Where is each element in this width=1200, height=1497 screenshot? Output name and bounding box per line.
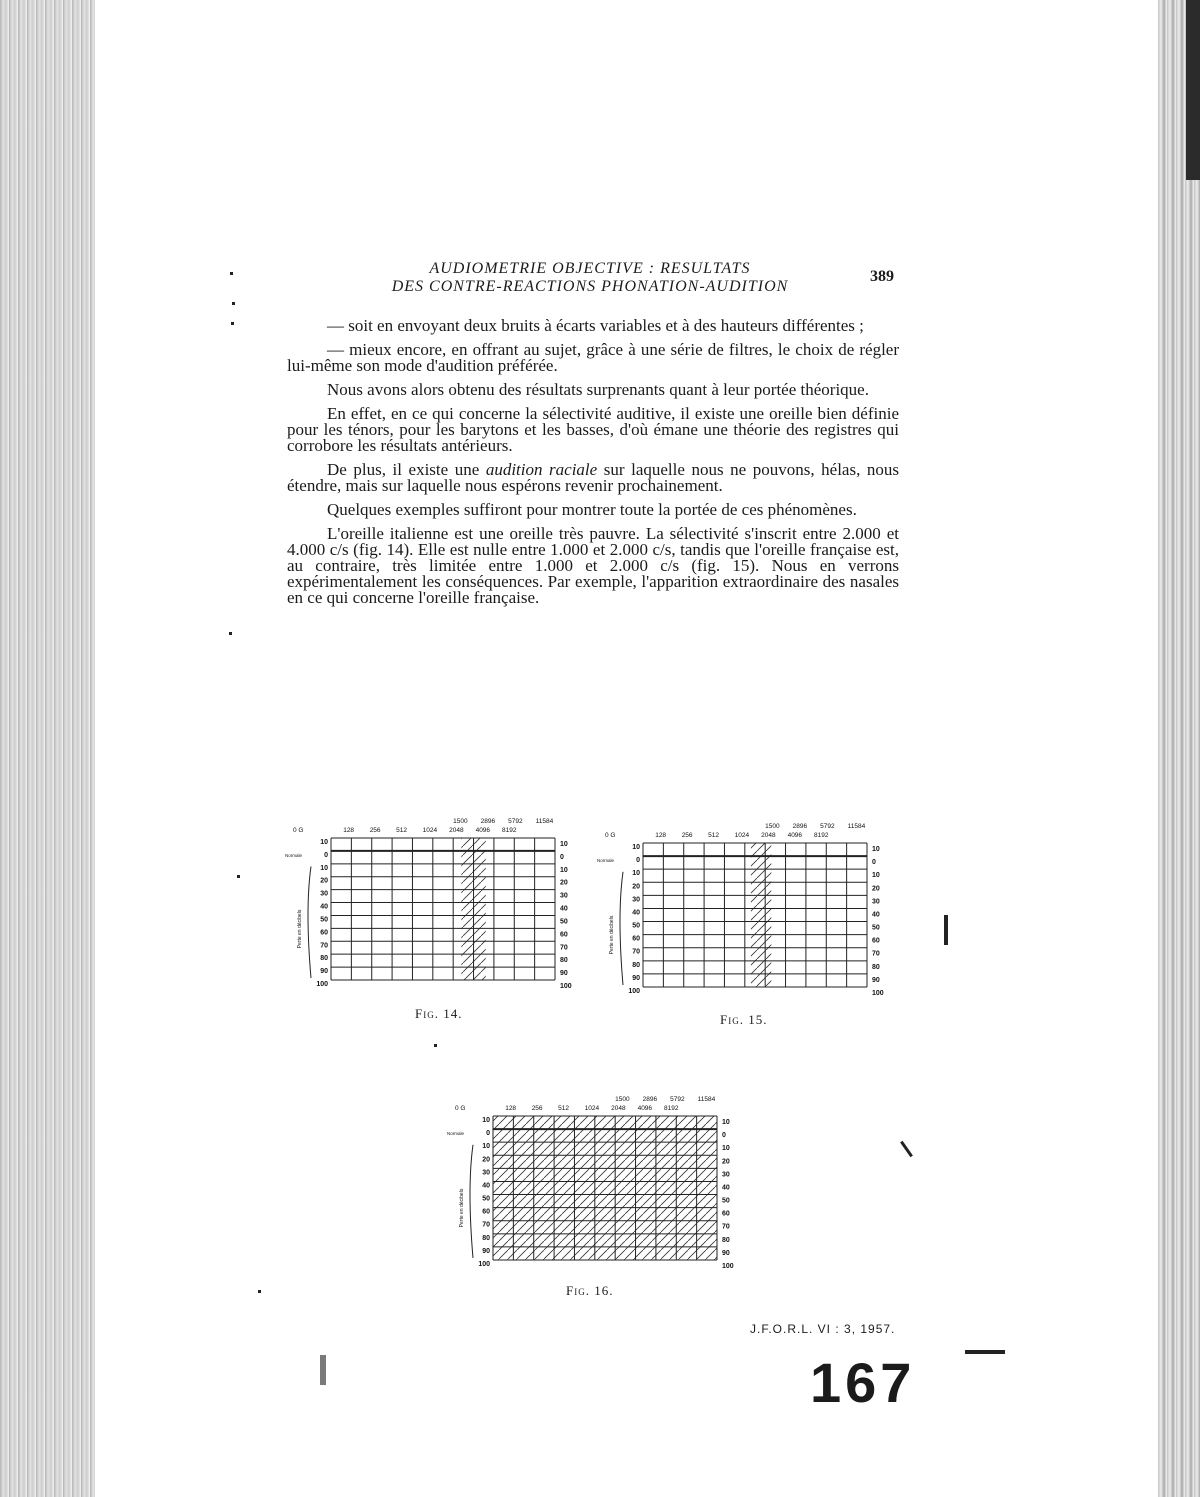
right-scale-label: 30 xyxy=(722,1171,730,1179)
left-scale-label: 90 xyxy=(320,968,328,976)
left-scale-label: 50 xyxy=(632,922,640,930)
frequency-tick-label: 4096 xyxy=(637,1105,653,1112)
left-scale-label: 70 xyxy=(632,948,640,956)
origin-label: 0 G xyxy=(293,827,304,834)
left-scale-label: 70 xyxy=(482,1221,490,1229)
left-scale-label: 20 xyxy=(632,883,640,891)
right-scale-label: 0 xyxy=(560,853,564,861)
right-scale-label: 80 xyxy=(872,963,880,971)
frequency-tick-label: 5792 xyxy=(508,818,523,825)
origin-label: 0 G xyxy=(605,832,616,839)
figure-15-caption: Fig. 15. xyxy=(720,1012,768,1027)
scan-speck xyxy=(231,322,234,325)
frequency-tick-label: 1500 xyxy=(453,818,468,825)
right-scale-label: 60 xyxy=(722,1210,730,1218)
frequency-tick-label: 256 xyxy=(681,832,693,839)
left-scale-label: 10 xyxy=(482,1143,490,1151)
frequency-tick-label: 8192 xyxy=(814,832,829,839)
right-scale-label: 30 xyxy=(872,898,880,906)
left-scale-label: 60 xyxy=(482,1208,490,1216)
figure-14-caption: Fig. 14. xyxy=(415,1006,463,1021)
right-scale-label: 90 xyxy=(872,976,880,984)
scan-speck xyxy=(230,272,233,275)
right-scale-label: 90 xyxy=(560,970,568,978)
right-scale-label: 10 xyxy=(722,1145,730,1153)
left-scale-label: 100 xyxy=(628,988,640,995)
right-scale-label: 10 xyxy=(722,1119,730,1126)
left-scale-label: 80 xyxy=(320,955,328,963)
frequency-tick-label: 11584 xyxy=(847,823,866,830)
frequency-tick-label: 4096 xyxy=(787,832,803,839)
right-scale-label: 30 xyxy=(560,892,568,900)
header-line-1: AUDIOMETRIE OBJECTIVE : RESULTATS xyxy=(429,260,751,277)
left-scale-label: 30 xyxy=(632,896,640,904)
left-scale-label: 80 xyxy=(482,1234,490,1242)
left-scale-label: 90 xyxy=(632,974,640,982)
right-scale-label: 90 xyxy=(722,1249,730,1257)
frequency-tick-label: 2048 xyxy=(761,832,776,839)
left-scale-label: 10 xyxy=(632,844,640,851)
frequency-tick-label: 8192 xyxy=(502,827,517,834)
right-scale-label: 10 xyxy=(872,846,880,853)
frequency-tick-label: 1024 xyxy=(584,1105,600,1112)
left-scale-label: 30 xyxy=(482,1169,490,1177)
right-scale-label: 80 xyxy=(722,1236,730,1244)
frequency-tick-label: 2048 xyxy=(449,827,464,834)
scan-speck xyxy=(944,915,948,945)
right-scale-label: 70 xyxy=(872,950,880,958)
right-scale-label: 100 xyxy=(722,1263,734,1268)
scan-speck xyxy=(434,1044,437,1047)
scan-speck xyxy=(229,632,232,635)
left-scale-label: 40 xyxy=(632,909,640,917)
left-scale-label: 0 xyxy=(486,1130,490,1138)
paragraph: Quelques exemples suffiront pour montrer toute la portée de ces phénomènes. xyxy=(327,500,857,519)
hatched-band xyxy=(751,843,771,987)
paragraph: Nous avons alors obtenu des résultats surprenants quant à leur portée théorique. xyxy=(327,380,869,399)
left-scale-label: 60 xyxy=(320,929,328,937)
audiogram-svg xyxy=(595,815,895,995)
figure-14-audiogram xyxy=(283,810,583,993)
frequency-tick-label: 8192 xyxy=(664,1105,679,1112)
left-scale-label: 40 xyxy=(482,1182,490,1190)
right-scale-label: 40 xyxy=(560,905,568,913)
paragraph: L'oreille italienne est une oreille très pauvre. La sélectivité s'inscrit entre 2.000 et 4.000 c/s (fig. 14). Elle est nulle entre 1.000 et 2.000 c/s, tandis que l'oreille française est, au contraire, très limitée entre 1.000 et 2.000 c/s (fig. 15). Nous en verrons expérimentalement les conséquences. Par exemple, l'apparition extraordinaire des nasales en ce qui concerne l'oreille française. xyxy=(287,524,899,607)
left-scale-label: 90 xyxy=(482,1247,490,1255)
left-scale-label: 40 xyxy=(320,903,328,911)
right-scale-label: 100 xyxy=(560,983,572,988)
paragraph: En effet, en ce qui concerne la sélectivité auditive, il existe une oreille bien définie pour les ténors, pour les barytons et les basses, d'où émane une théorie des registres qui corrobore les résultats antérieurs. xyxy=(287,404,899,455)
frequency-tick-label: 1024 xyxy=(422,827,438,834)
frequency-tick-label: 2896 xyxy=(792,823,808,830)
right-scale-label: 100 xyxy=(872,990,884,995)
scan-right-shadow xyxy=(1186,0,1200,180)
right-scale-label: 70 xyxy=(560,944,568,952)
left-scale-label: 100 xyxy=(478,1261,490,1268)
right-scale-label: 0 xyxy=(872,859,876,867)
left-scale-label: 10 xyxy=(320,864,328,872)
frequency-tick-label: 1500 xyxy=(615,1096,630,1103)
left-scale-label: 30 xyxy=(320,890,328,898)
right-scale-label: 70 xyxy=(722,1223,730,1231)
frequency-tick-label: 2896 xyxy=(642,1096,658,1103)
frequency-tick-label: 2048 xyxy=(611,1105,626,1112)
frequency-tick-label: 5792 xyxy=(820,823,835,830)
left-scale-label: 0 xyxy=(324,851,328,859)
emphasis-audition-raciale: audition raciale xyxy=(485,460,598,479)
normale-label: Normale xyxy=(285,852,303,858)
audiogram-svg xyxy=(445,1088,745,1268)
right-scale-label: 10 xyxy=(560,866,568,874)
normale-label: Normale xyxy=(447,1131,465,1137)
scan-speck xyxy=(320,1355,326,1385)
left-scale-label: 10 xyxy=(482,1117,490,1124)
frequency-tick-label: 4096 xyxy=(475,827,491,834)
scale-bracket xyxy=(470,1145,473,1258)
scale-bracket xyxy=(308,866,311,978)
left-scale-label: 80 xyxy=(632,961,640,969)
right-scale-label: 40 xyxy=(872,911,880,919)
left-scale-label: 50 xyxy=(320,916,328,924)
frequency-tick-label: 2896 xyxy=(480,818,496,825)
left-scale-label: 10 xyxy=(632,870,640,878)
scan-left-edge xyxy=(0,0,95,1497)
frequency-tick-label: 512 xyxy=(396,827,408,834)
origin-label: 0 G xyxy=(455,1105,466,1112)
right-scale-label: 0 xyxy=(722,1132,726,1140)
frequency-tick-label: 11584 xyxy=(535,818,554,825)
frequency-tick-label: 512 xyxy=(558,1105,570,1112)
figure-16-audiogram xyxy=(445,1088,745,1273)
left-scale-label: 100 xyxy=(316,981,328,988)
left-scale-label: 60 xyxy=(632,935,640,943)
figure-15-audiogram xyxy=(595,815,895,1000)
right-scale-label: 50 xyxy=(872,924,880,932)
frequency-tick-label: 1024 xyxy=(734,832,750,839)
paragraph-raciale xyxy=(287,462,899,494)
scale-bracket xyxy=(620,872,623,985)
right-scale-label: 20 xyxy=(560,879,568,887)
normale-label: Normale xyxy=(597,858,615,864)
text-run: De plus, il existe une xyxy=(327,460,486,479)
running-header xyxy=(280,260,900,296)
scan-right-edge xyxy=(1158,0,1200,1497)
left-scale-label: 20 xyxy=(482,1156,490,1164)
y-axis-label: Perte en décibels xyxy=(297,909,303,949)
left-scale-label: 20 xyxy=(320,877,328,885)
frequency-tick-label: 128 xyxy=(343,827,355,834)
hatched-band xyxy=(493,1116,717,1260)
figure-16-caption: Fig. 16. xyxy=(566,1283,614,1298)
right-scale-label: 50 xyxy=(560,918,568,926)
frequency-tick-label: 128 xyxy=(505,1105,517,1112)
scan-speck xyxy=(237,875,240,878)
frequency-tick-label: 5792 xyxy=(670,1096,685,1103)
frequency-tick-label: 512 xyxy=(708,832,720,839)
audiogram-svg xyxy=(283,810,583,988)
right-scale-label: 50 xyxy=(722,1197,730,1205)
header-line-2: DES CONTRE-REACTIONS PHONATION-AUDITION xyxy=(391,278,789,295)
right-scale-label: 80 xyxy=(560,957,568,965)
right-scale-label: 60 xyxy=(560,931,568,939)
y-axis-label: Perte en décibels xyxy=(609,915,615,955)
journal-reference: J.F.O.R.L. VI : 3, 1957. xyxy=(750,1322,896,1336)
frequency-tick-label: 256 xyxy=(369,827,381,834)
scan-speck xyxy=(258,1290,261,1293)
scan-speck xyxy=(965,1350,1005,1354)
right-scale-label: 40 xyxy=(722,1184,730,1192)
left-scale-label: 10 xyxy=(320,839,328,846)
frequency-tick-label: 1500 xyxy=(765,823,780,830)
text-run: sur laquelle nous ne pouvons, hélas, nous étendre, mais sur laquelle nous espérons revenir prochainement. xyxy=(287,460,900,495)
right-scale-label: 60 xyxy=(872,937,880,945)
y-axis-label: Perte en décibels xyxy=(459,1188,465,1228)
page-stamp: 167 xyxy=(810,1351,916,1414)
left-scale-label: 70 xyxy=(320,942,328,950)
left-scale-label: 50 xyxy=(482,1195,490,1203)
frequency-tick-label: 128 xyxy=(655,832,667,839)
scan-speck xyxy=(900,1141,913,1157)
right-scale-label: 10 xyxy=(872,872,880,880)
left-scale-label: 0 xyxy=(636,857,640,865)
right-scale-label: 10 xyxy=(560,841,568,848)
right-scale-label: 20 xyxy=(872,885,880,893)
paragraph: — mieux encore, en offrant au sujet, grâce à une série de filtres, le choix de régler lui-même son mode d'audition préférée. xyxy=(287,340,899,375)
right-scale-label: 20 xyxy=(722,1158,730,1166)
frequency-tick-label: 256 xyxy=(531,1105,543,1112)
page-number: 389 xyxy=(870,268,894,285)
paragraph: — soit en envoyant deux bruits à écarts variables et à des hauteurs différentes ; xyxy=(327,316,864,335)
frequency-tick-label: 11584 xyxy=(697,1096,716,1103)
body-text xyxy=(287,318,899,614)
scan-speck xyxy=(232,302,235,305)
